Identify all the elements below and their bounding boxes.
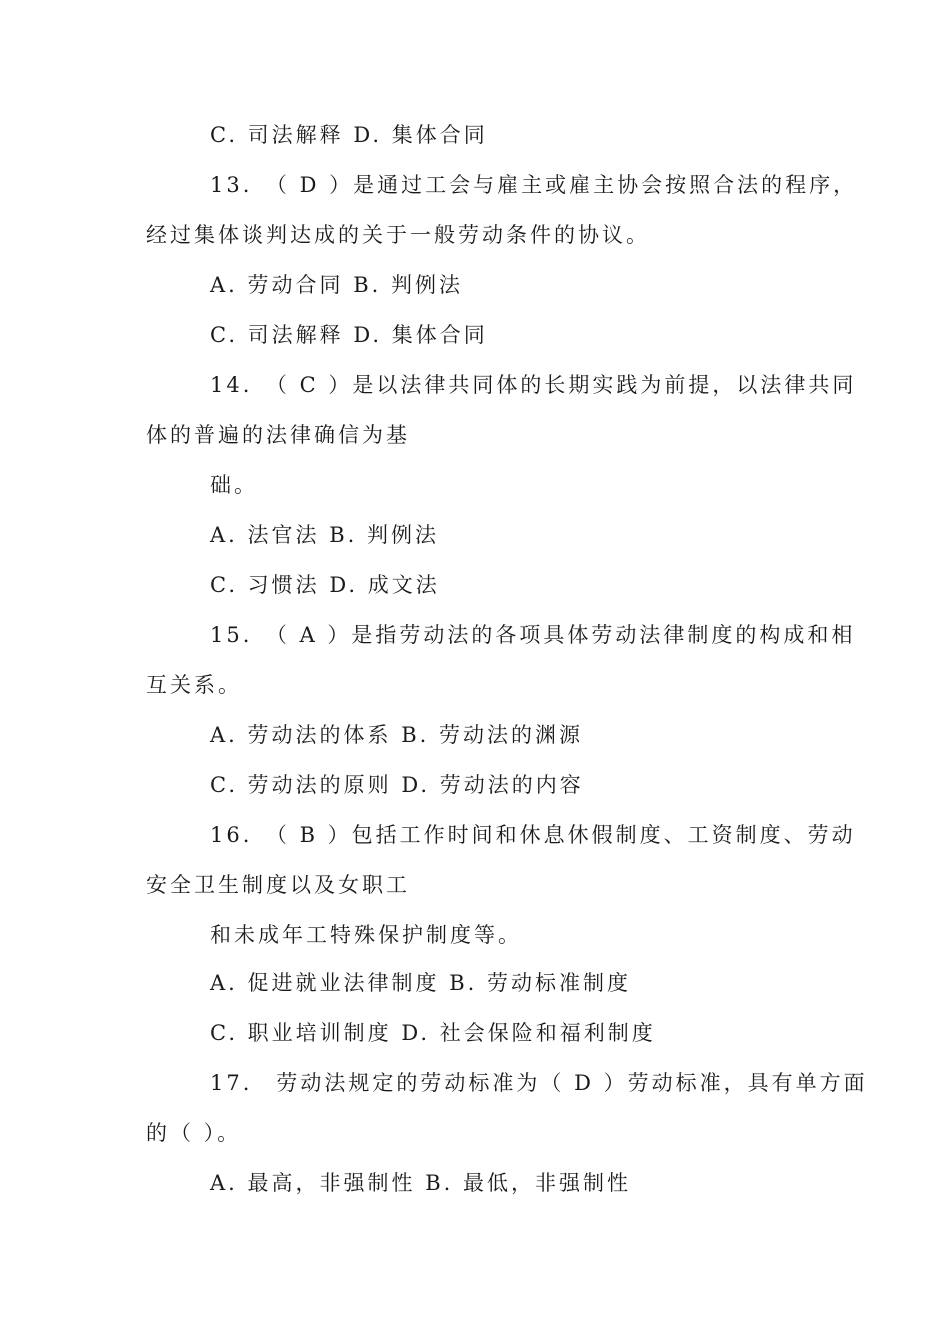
question-16-line-3: 和未成年工特殊保护制度等。 <box>210 923 522 947</box>
question-15-line-1: 15. （ A ）是指劳动法的各项具体劳动法律制度的构成和相 <box>210 623 856 647</box>
option-line-16-ab: A. 促进就业法律制度 B. 劳动标准制度 <box>210 971 631 995</box>
question-13-line-2: 经过集体谈判达成的关于一般劳动条件的协议。 <box>146 223 650 247</box>
question-14-line-2: 体的普遍的法律确信为基 <box>146 423 410 447</box>
option-line-17-ab: A. 最高，非强制性 B. 最低，非强制性 <box>210 1171 631 1195</box>
option-line-15-cd: C. 劳动法的原则 D. 劳动法的内容 <box>210 773 584 797</box>
question-14-line-3: 础。 <box>210 473 258 497</box>
question-16-line-1: 16. （ B ）包括工作时间和休息休假制度、工资制度、劳动 <box>210 823 856 847</box>
option-line-12-cd: C. 司法解释 D. 集体合同 <box>210 123 488 147</box>
question-17-line-1: 17. 劳动法规定的劳动标准为（ D ）劳动标准，具有单方面 <box>210 1071 868 1095</box>
option-line-14-ab: A. 法官法 B. 判例法 <box>210 523 439 547</box>
question-17-line-2: 的（ ）。 <box>146 1121 242 1145</box>
question-15-line-2: 互关系。 <box>146 673 242 697</box>
option-line-13-ab: A. 劳动合同 B. 判例法 <box>210 273 463 297</box>
question-16-line-2: 安全卫生制度以及女职工 <box>146 873 410 897</box>
question-13-line-1: 13. （ D ）是通过工会与雇主或雇主协会按照合法的程序， <box>210 173 858 197</box>
option-line-13-cd: C. 司法解释 D. 集体合同 <box>210 323 488 347</box>
question-14-line-1: 14. （ C ）是以法律共同体的长期实践为前提，以法律共同 <box>210 373 857 397</box>
option-line-14-cd: C. 习惯法 D. 成文法 <box>210 573 440 597</box>
option-line-15-ab: A. 劳动法的体系 B. 劳动法的渊源 <box>210 723 583 747</box>
option-line-16-cd: C. 职业培训制度 D. 社会保险和福利制度 <box>210 1021 656 1045</box>
